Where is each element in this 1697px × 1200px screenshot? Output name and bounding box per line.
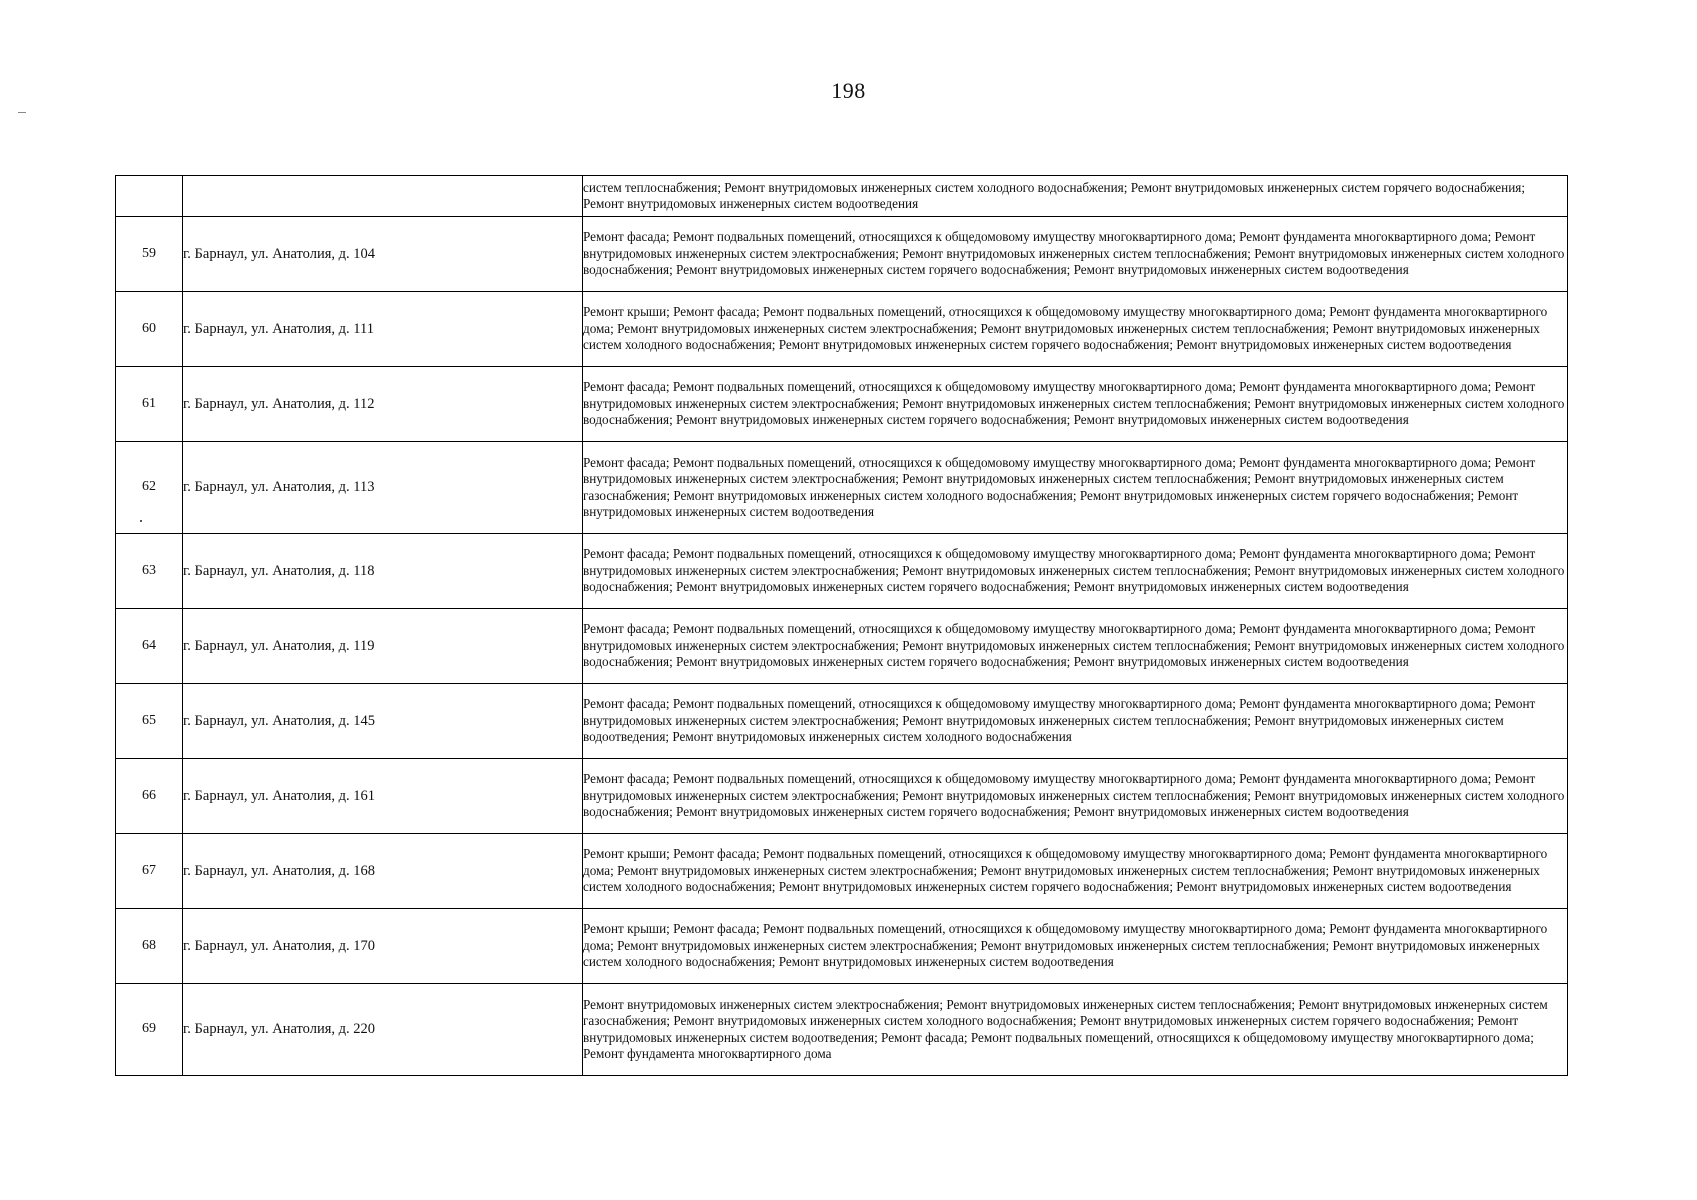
row-works-text: Ремонт фасада; Ремонт подвальных помещений, относящихся к общедомовому имуществу многоквартирного дома; Ремонт фундамента многоквартирного дома; Ремонт внутридомовых инженерных систем электроснабжения; Ремонт внутридомовых инженерных систем теплоснабжения; Ремонт внутридомовых инженерных систем водоотведения; Ремонт внутридомовых инженерных систем холодного водоснабжения bbox=[583, 696, 1536, 745]
table-row bbox=[116, 684, 1568, 759]
row-works bbox=[583, 834, 1568, 909]
row-address: г. Барнаул, ул. Анатолия, д. 145 bbox=[183, 684, 583, 759]
row-works bbox=[583, 292, 1568, 367]
row-address: г. Барнаул, ул. Анатолия, д. 119 bbox=[183, 609, 583, 684]
table-row bbox=[116, 834, 1568, 909]
row-works-text: Ремонт крыши; Ремонт фасада; Ремонт подвальных помещений, относящихся к общедомовому имуществу многоквартирного дома; Ремонт фундамента многоквартирного дома; Ремонт внутридомовых инженерных систем электроснабжения; Ремонт внутридомовых инженерных систем теплоснабжения; Ремонт внутридомовых инженерных систем холодного водоснабжения; Ремонт внутридомовых инженерных систем горячего водоснабжения; Ремонт внутридомовых инженерных систем водоотведения bbox=[583, 304, 1548, 353]
row-number: 64 bbox=[116, 609, 183, 684]
row-works bbox=[583, 442, 1568, 534]
row-address: г. Барнаул, ул. Анатолия, д. 161 bbox=[183, 759, 583, 834]
table-row bbox=[116, 217, 1568, 292]
row-works bbox=[583, 684, 1568, 759]
row-works bbox=[583, 759, 1568, 834]
row-address: г. Барнаул, ул. Анатолия, д. 111 bbox=[183, 292, 583, 367]
row-works bbox=[583, 176, 1568, 217]
table-row bbox=[116, 609, 1568, 684]
row-works bbox=[583, 609, 1568, 684]
table-row bbox=[116, 909, 1568, 984]
row-number: 61 bbox=[116, 367, 183, 442]
table-row bbox=[116, 534, 1568, 609]
table-row bbox=[116, 442, 1568, 534]
row-works-text: Ремонт внутридомовых инженерных систем электроснабжения; Ремонт внутридомовых инженерных систем теплоснабжения; Ремонт внутридомовых инженерных систем газоснабжения; Ремонт внутридомовых инженерных систем холодного водоснабжения; Ремонт внутридомовых инженерных систем горячего водоснабжения; Ремонт внутридомовых инженерных систем водоотведения; Ремонт фасада; Ремонт подвальных помещений, относящихся к общедомовому имуществу многоквартирного дома; Ремонт фундамента многоквартирного дома bbox=[583, 996, 1548, 1061]
row-address: г. Барнаул, ул. Анатолия, д. 112 bbox=[183, 367, 583, 442]
row-works-text: Ремонт крыши; Ремонт фасада; Ремонт подвальных помещений, относящихся к общедомовому имуществу многоквартирного дома; Ремонт фундамента многоквартирного дома; Ремонт внутридомовых инженерных систем электроснабжения; Ремонт внутридомовых инженерных систем теплоснабжения; Ремонт внутридомовых инженерных систем холодного водоснабжения; Ремонт внутридомовых инженерных систем водоотведения bbox=[583, 921, 1548, 970]
row-number: 65 bbox=[116, 684, 183, 759]
row-works bbox=[583, 984, 1568, 1076]
table-row bbox=[116, 984, 1568, 1076]
row-works-text: Ремонт крыши; Ремонт фасада; Ремонт подвальных помещений, относящихся к общедомовому имуществу многоквартирного дома; Ремонт фундамента многоквартирного дома; Ремонт внутридомовых инженерных систем электроснабжения; Ремонт внутридомовых инженерных систем теплоснабжения; Ремонт внутридомовых инженерных систем холодного водоснабжения; Ремонт внутридомовых инженерных систем горячего водоснабжения; Ремонт внутридомовых инженерных систем водоотведения bbox=[583, 846, 1548, 895]
row-number: 66 bbox=[116, 759, 183, 834]
row-address: г. Барнаул, ул. Анатолия, д. 220 bbox=[183, 984, 583, 1076]
works-table bbox=[115, 175, 1568, 1076]
row-number: 69 bbox=[116, 984, 183, 1076]
table-row bbox=[116, 176, 1568, 217]
row-works-text: Ремонт фасада; Ремонт подвальных помещений, относящихся к общедомовому имуществу многоквартирного дома; Ремонт фундамента многоквартирного дома; Ремонт внутридомовых инженерных систем электроснабжения; Ремонт внутридомовых инженерных систем теплоснабжения; Ремонт внутридомовых инженерных систем газоснабжения; Ремонт внутридомовых инженерных систем холодного водоснабжения; Ремонт внутридомовых инженерных систем горячего водоснабжения; Ремонт внутридомовых инженерных систем водоотведения bbox=[583, 454, 1536, 519]
row-address: г. Барнаул, ул. Анатолия, д. 170 bbox=[183, 909, 583, 984]
row-number: 62 bbox=[116, 442, 183, 534]
row-works-text: Ремонт фасада; Ремонт подвальных помещений, относящихся к общедомовому имуществу многоквартирного дома; Ремонт фундамента многоквартирного дома; Ремонт внутридомовых инженерных систем электроснабжения; Ремонт внутридомовых инженерных систем теплоснабжения; Ремонт внутридомовых инженерных систем холодного водоснабжения; Ремонт внутридомовых инженерных систем горячего водоснабжения; Ремонт внутридомовых инженерных систем водоотведения bbox=[583, 771, 1565, 820]
row-works-text: Ремонт фасада; Ремонт подвальных помещений, относящихся к общедомовому имуществу многоквартирного дома; Ремонт фундамента многоквартирного дома; Ремонт внутридомовых инженерных систем электроснабжения; Ремонт внутридомовых инженерных систем теплоснабжения; Ремонт внутридомовых инженерных систем холодного водоснабжения; Ремонт внутридомовых инженерных систем горячего водоснабжения; Ремонт внутридомовых инженерных систем водоотведения bbox=[583, 546, 1565, 595]
row-number: 59 bbox=[116, 217, 183, 292]
row-works-text: Ремонт фасада; Ремонт подвальных помещений, относящихся к общедомовому имуществу многоквартирного дома; Ремонт фундамента многоквартирного дома; Ремонт внутридомовых инженерных систем электроснабжения; Ремонт внутридомовых инженерных систем теплоснабжения; Ремонт внутридомовых инженерных систем холодного водоснабжения; Ремонт внутридомовых инженерных систем горячего водоснабжения; Ремонт внутридомовых инженерных систем водоотведения bbox=[583, 621, 1565, 670]
row-number: 63 bbox=[116, 534, 183, 609]
table-row bbox=[116, 292, 1568, 367]
row-number bbox=[116, 176, 183, 217]
row-works-text: Ремонт фасада; Ремонт подвальных помещений, относящихся к общедомовому имуществу многоквартирного дома; Ремонт фундамента многоквартирного дома; Ремонт внутридомовых инженерных систем электроснабжения; Ремонт внутридомовых инженерных систем теплоснабжения; Ремонт внутридомовых инженерных систем холодного водоснабжения; Ремонт внутридомовых инженерных систем горячего водоснабжения; Ремонт внутридомовых инженерных систем водоотведения bbox=[583, 229, 1565, 278]
row-works-text: систем теплоснабжения; Ремонт внутридомовых инженерных систем холодного водоснабжения; Ремонт внутридомовых инженерных систем горячего водоснабжения; Ремонт внутридомовых инженерных систем водоотведения bbox=[583, 179, 1525, 211]
page-number: 198 bbox=[831, 78, 866, 103]
row-address: г. Барнаул, ул. Анатолия, д. 118 bbox=[183, 534, 583, 609]
row-number: 68 bbox=[116, 909, 183, 984]
row-number: 60 bbox=[116, 292, 183, 367]
row-works bbox=[583, 217, 1568, 292]
row-works-text: Ремонт фасада; Ремонт подвальных помещений, относящихся к общедомовому имуществу многоквартирного дома; Ремонт фундамента многоквартирного дома; Ремонт внутридомовых инженерных систем электроснабжения; Ремонт внутридомовых инженерных систем теплоснабжения; Ремонт внутридомовых инженерных систем холодного водоснабжения; Ремонт внутридомовых инженерных систем горячего водоснабжения; Ремонт внутридомовых инженерных систем водоотведения bbox=[583, 379, 1565, 428]
row-address: г. Барнаул, ул. Анатолия, д. 113 bbox=[183, 442, 583, 534]
row-works bbox=[583, 534, 1568, 609]
row-works bbox=[583, 909, 1568, 984]
row-works bbox=[583, 367, 1568, 442]
table-row bbox=[116, 759, 1568, 834]
row-number: 67 bbox=[116, 834, 183, 909]
row-address bbox=[183, 176, 583, 217]
margin-tick bbox=[18, 112, 26, 113]
row-address: г. Барнаул, ул. Анатолия, д. 104 bbox=[183, 217, 583, 292]
row-address: г. Барнаул, ул. Анатолия, д. 168 bbox=[183, 834, 583, 909]
table-row bbox=[116, 367, 1568, 442]
